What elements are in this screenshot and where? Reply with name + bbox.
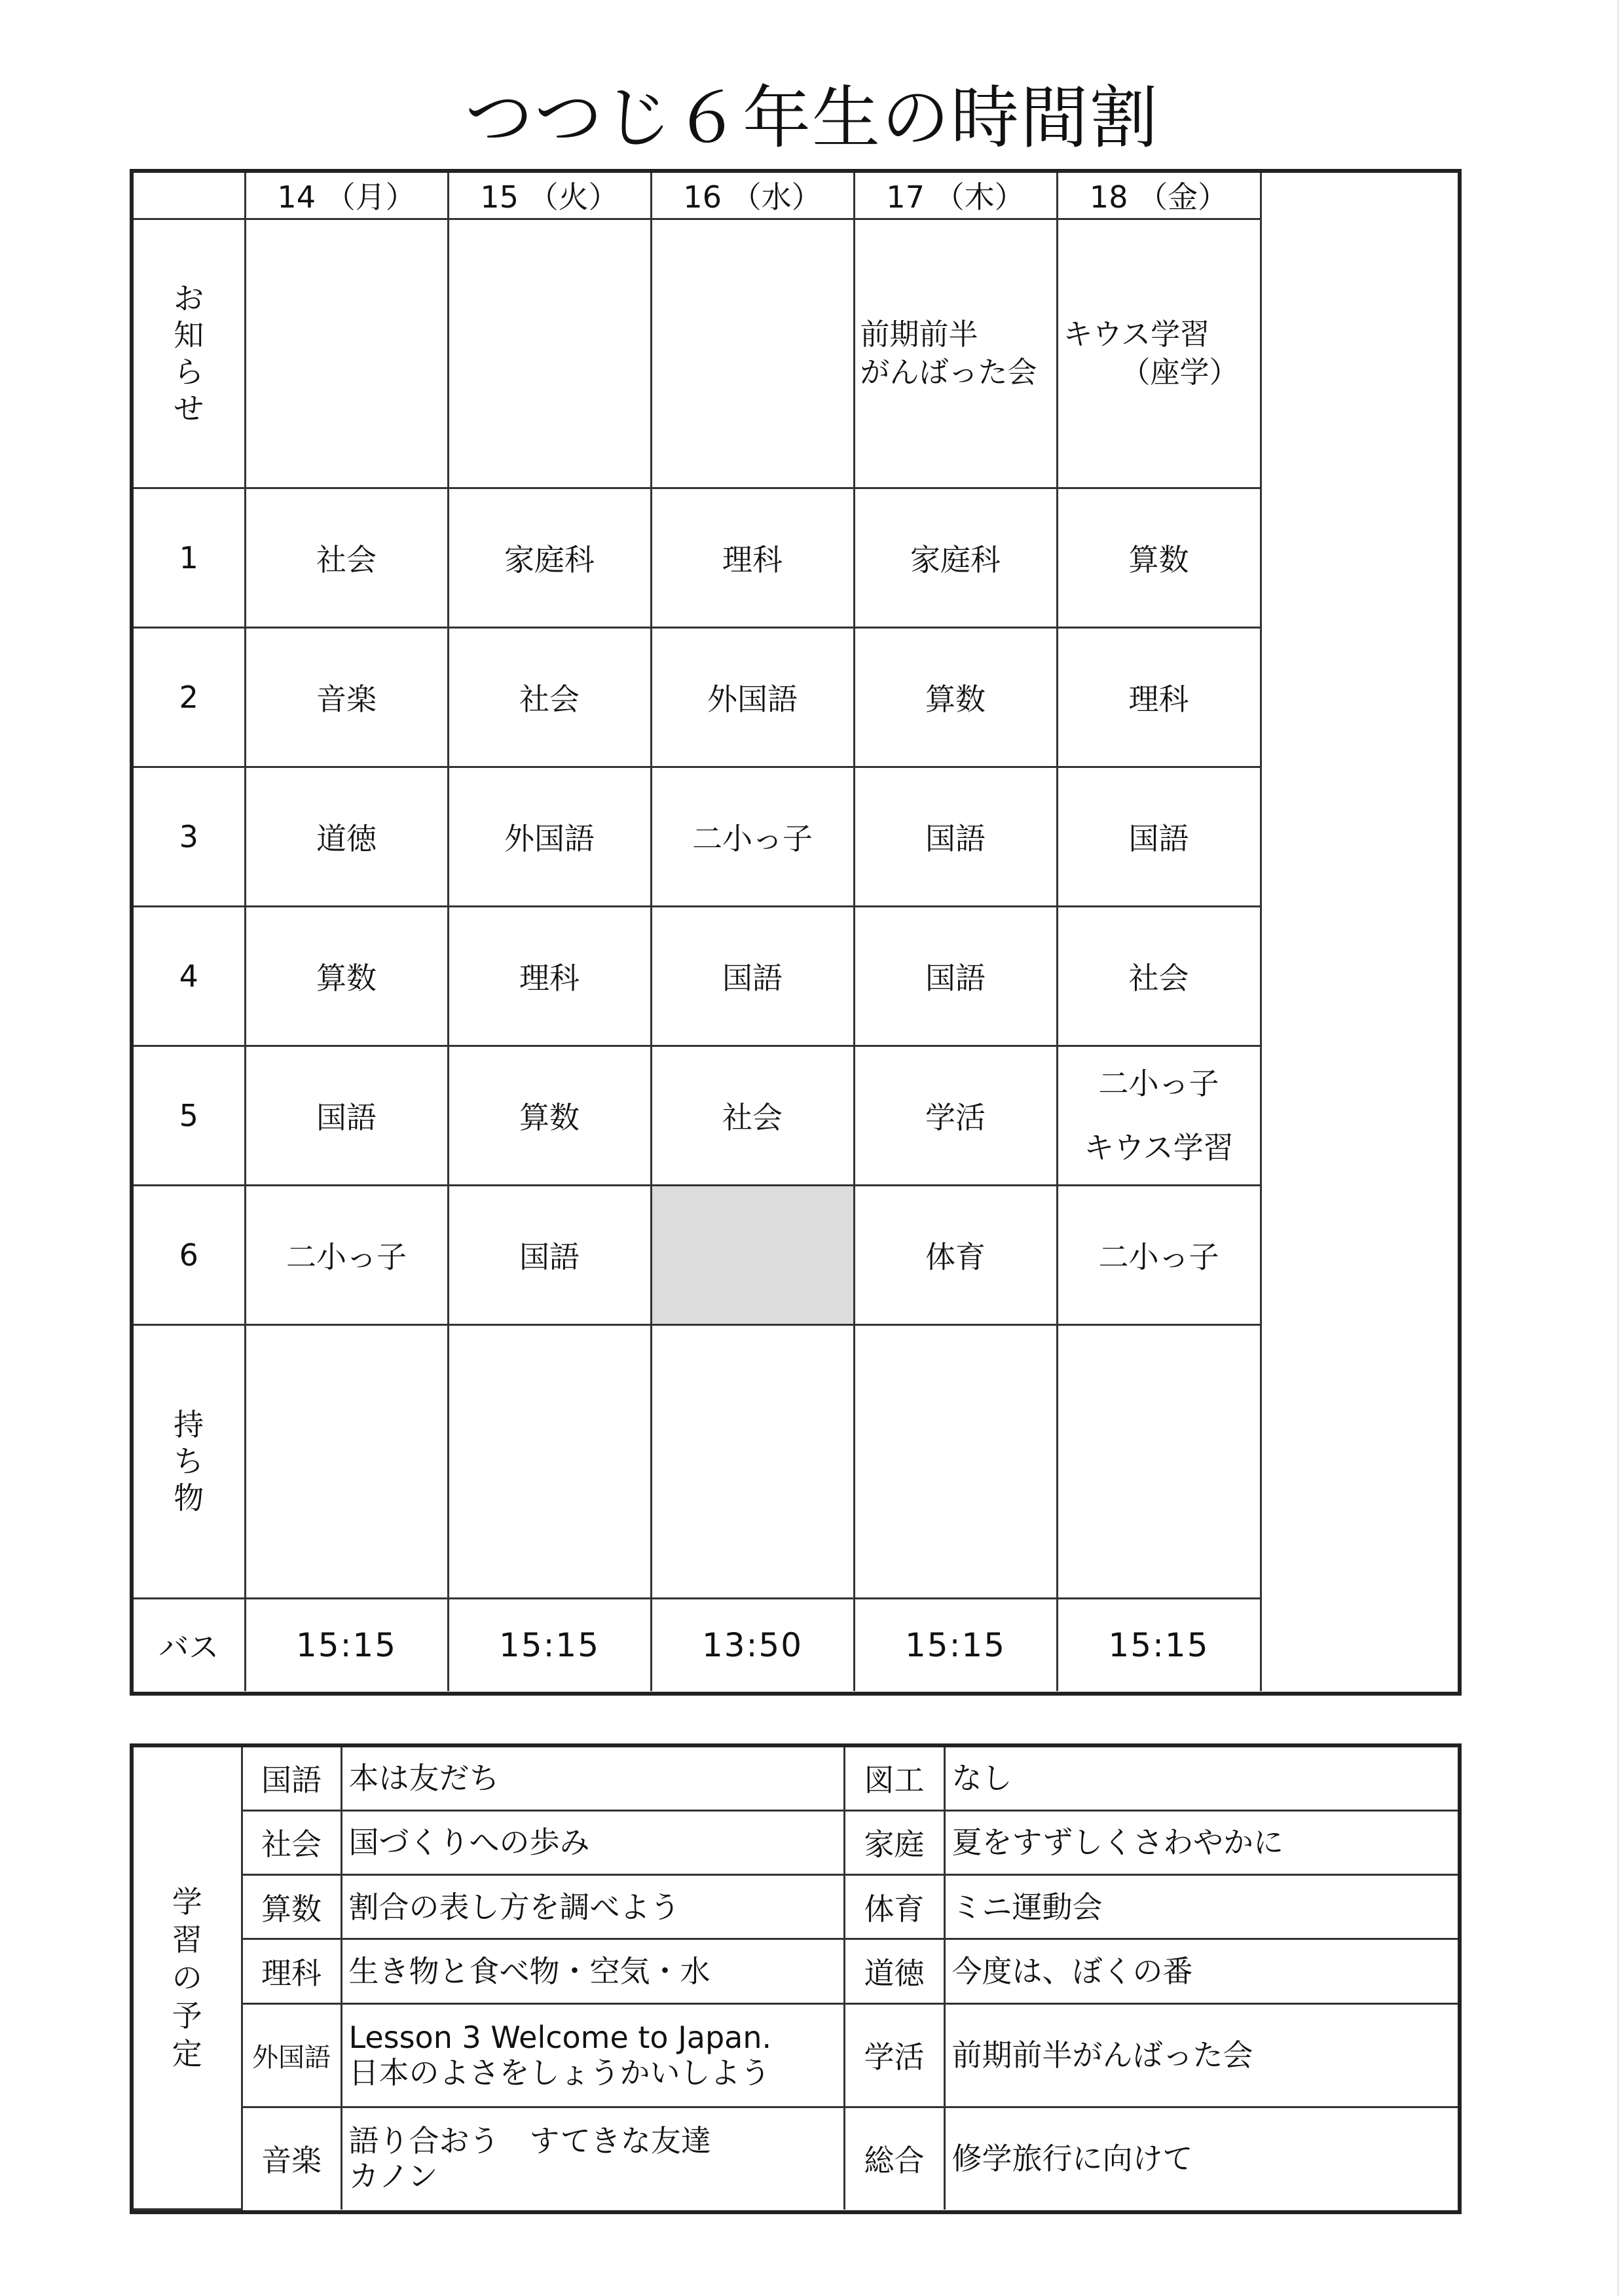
period-number: 1 [134, 488, 245, 627]
class-cell: 体育 [854, 1185, 1057, 1324]
day-header: 16 （水） [651, 173, 854, 219]
class-cell: 家庭科 [854, 488, 1057, 627]
bus-time: 15:15 [1057, 1598, 1261, 1691]
period-row [134, 627, 1261, 767]
class-cell: 算数 [1057, 488, 1261, 627]
plan-subject: 外国語 [242, 2003, 341, 2107]
notice-cell [1057, 219, 1261, 488]
timetable [130, 169, 1462, 1696]
class-cell: 外国語 [651, 627, 854, 767]
class-cell: 国語 [448, 1185, 651, 1324]
class-cell: 二小っ子 [651, 767, 854, 906]
class-cell: 国語 [245, 1046, 448, 1185]
period-number: 3 [134, 767, 245, 906]
belongings-cell [1057, 1324, 1261, 1598]
bus-time: 15:15 [245, 1598, 448, 1691]
day-header: 15 （火） [448, 173, 651, 219]
notice-cell [448, 219, 651, 488]
class-cell: 外国語 [448, 767, 651, 906]
period-number: 6 [134, 1185, 245, 1324]
class-cell: 学活 [854, 1046, 1057, 1185]
class-cell: 社会 [245, 488, 448, 627]
plan-subject: 家庭 [844, 1810, 944, 1874]
period-number: 2 [134, 627, 245, 767]
scan-edge-line [1617, 0, 1619, 2296]
class-cell: 算数 [245, 906, 448, 1046]
class-cell: 道徳 [245, 767, 448, 906]
study-plan [130, 1743, 1462, 2214]
day-header-row [134, 173, 1261, 219]
class-cell: 社会 [651, 1046, 854, 1185]
class-subject: 二小っ子 [1098, 1065, 1219, 1101]
plan-row [134, 1875, 1458, 1939]
notice-row [134, 219, 1261, 488]
plan-content: 今度は、ぼくの番 [944, 1939, 1458, 2003]
page-title: つつじ６年生の時間割 [464, 78, 1159, 158]
belongings-cell [854, 1324, 1057, 1598]
class-cell: 社会 [448, 627, 651, 767]
plan-row [134, 1810, 1458, 1874]
period-row [134, 767, 1261, 906]
empty-class-cell [651, 1185, 854, 1324]
plan-content: 国づくりへの歩み [341, 1810, 844, 1874]
belongings-cell [651, 1324, 854, 1598]
bus-label: バス [134, 1598, 245, 1691]
class-cell: 家庭科 [448, 488, 651, 627]
class-subject: キウス学習 [1084, 1129, 1234, 1165]
class-cell [1057, 1046, 1261, 1185]
class-cell: 二小っ子 [245, 1185, 448, 1324]
notice-text: 前期前半 がんばった会 [860, 316, 1037, 390]
plan-subject: 社会 [242, 1810, 341, 1874]
belongings-row [134, 1324, 1261, 1598]
class-cell: 二小っ子 [1057, 1185, 1261, 1324]
day-header: 17 （木） [854, 173, 1057, 219]
bus-time: 15:15 [854, 1598, 1057, 1691]
plan-content: なし [944, 1747, 1458, 1810]
notice-cell [651, 219, 854, 488]
plan-content: Lesson 3 Welcome to Japan. 日本のよさをしょうかいしよう [341, 2003, 844, 2107]
class-cell: 理科 [448, 906, 651, 1046]
bus-time: 15:15 [448, 1598, 651, 1691]
plan-content: 夏をすずしくさわやかに [944, 1810, 1458, 1874]
plan-subject: 算数 [242, 1875, 341, 1939]
notice-label: お 知 ら せ [134, 219, 245, 488]
class-cell: 音楽 [245, 627, 448, 767]
class-cell: 国語 [854, 906, 1057, 1046]
plan-subject: 道徳 [844, 1939, 944, 2003]
plan-row [134, 1939, 1458, 2003]
plan-subject: 国語 [242, 1747, 341, 1810]
bus-time: 13:50 [651, 1598, 854, 1691]
plan-subject: 学活 [844, 2003, 944, 2107]
plan-content: 修学旅行に向けて [944, 2107, 1458, 2209]
plan-subject: 総合 [844, 2107, 944, 2209]
plan-content: 前期前半がんばった会 [944, 2003, 1458, 2107]
timetable-grid [134, 173, 1262, 1691]
class-cell: 国語 [1057, 767, 1261, 906]
day-header: 14 （月） [245, 173, 448, 219]
period-row [134, 1185, 1261, 1324]
plan-row [134, 2107, 1458, 2209]
study-plan-label: 学 習 の 予 定 [134, 1747, 242, 2210]
study-plan-table [134, 1747, 1458, 2210]
period-row [134, 488, 1261, 627]
day-header: 18 （金） [1057, 173, 1261, 219]
plan-content: 生き物と食べ物・空気・水 [341, 1939, 844, 2003]
class-cell: 算数 [854, 627, 1057, 767]
belongings-cell [448, 1324, 651, 1598]
period-row [134, 906, 1261, 1046]
plan-content: 本は友だち [341, 1747, 844, 1810]
plan-row [134, 2003, 1458, 2107]
bus-row [134, 1598, 1261, 1691]
notice-cell [854, 219, 1057, 488]
class-cell: 理科 [651, 488, 854, 627]
plan-subject: 体育 [844, 1875, 944, 1939]
plan-content: ミニ運動会 [944, 1875, 1458, 1939]
notice-text: キウス学習 （座学） [1063, 316, 1239, 390]
class-cell: 国語 [854, 767, 1057, 906]
class-cell: 理科 [1057, 627, 1261, 767]
plan-row [134, 1747, 1458, 1810]
belongings-cell [245, 1324, 448, 1598]
plan-content: 語り合おう すてきな友達 カノン [341, 2107, 844, 2209]
class-cell: 算数 [448, 1046, 651, 1185]
plan-subject: 音楽 [242, 2107, 341, 2209]
plan-subject: 図工 [844, 1747, 944, 1810]
plan-subject: 理科 [242, 1939, 341, 2003]
period-number: 5 [134, 1046, 245, 1185]
class-cell: 社会 [1057, 906, 1261, 1046]
plan-content: 割合の表し方を調べよう [341, 1875, 844, 1939]
period-row [134, 1046, 1261, 1185]
notice-cell [245, 219, 448, 488]
class-cell: 国語 [651, 906, 854, 1046]
belongings-label: 持 ち 物 [134, 1324, 245, 1598]
corner-cell [134, 173, 245, 219]
period-number: 4 [134, 906, 245, 1046]
